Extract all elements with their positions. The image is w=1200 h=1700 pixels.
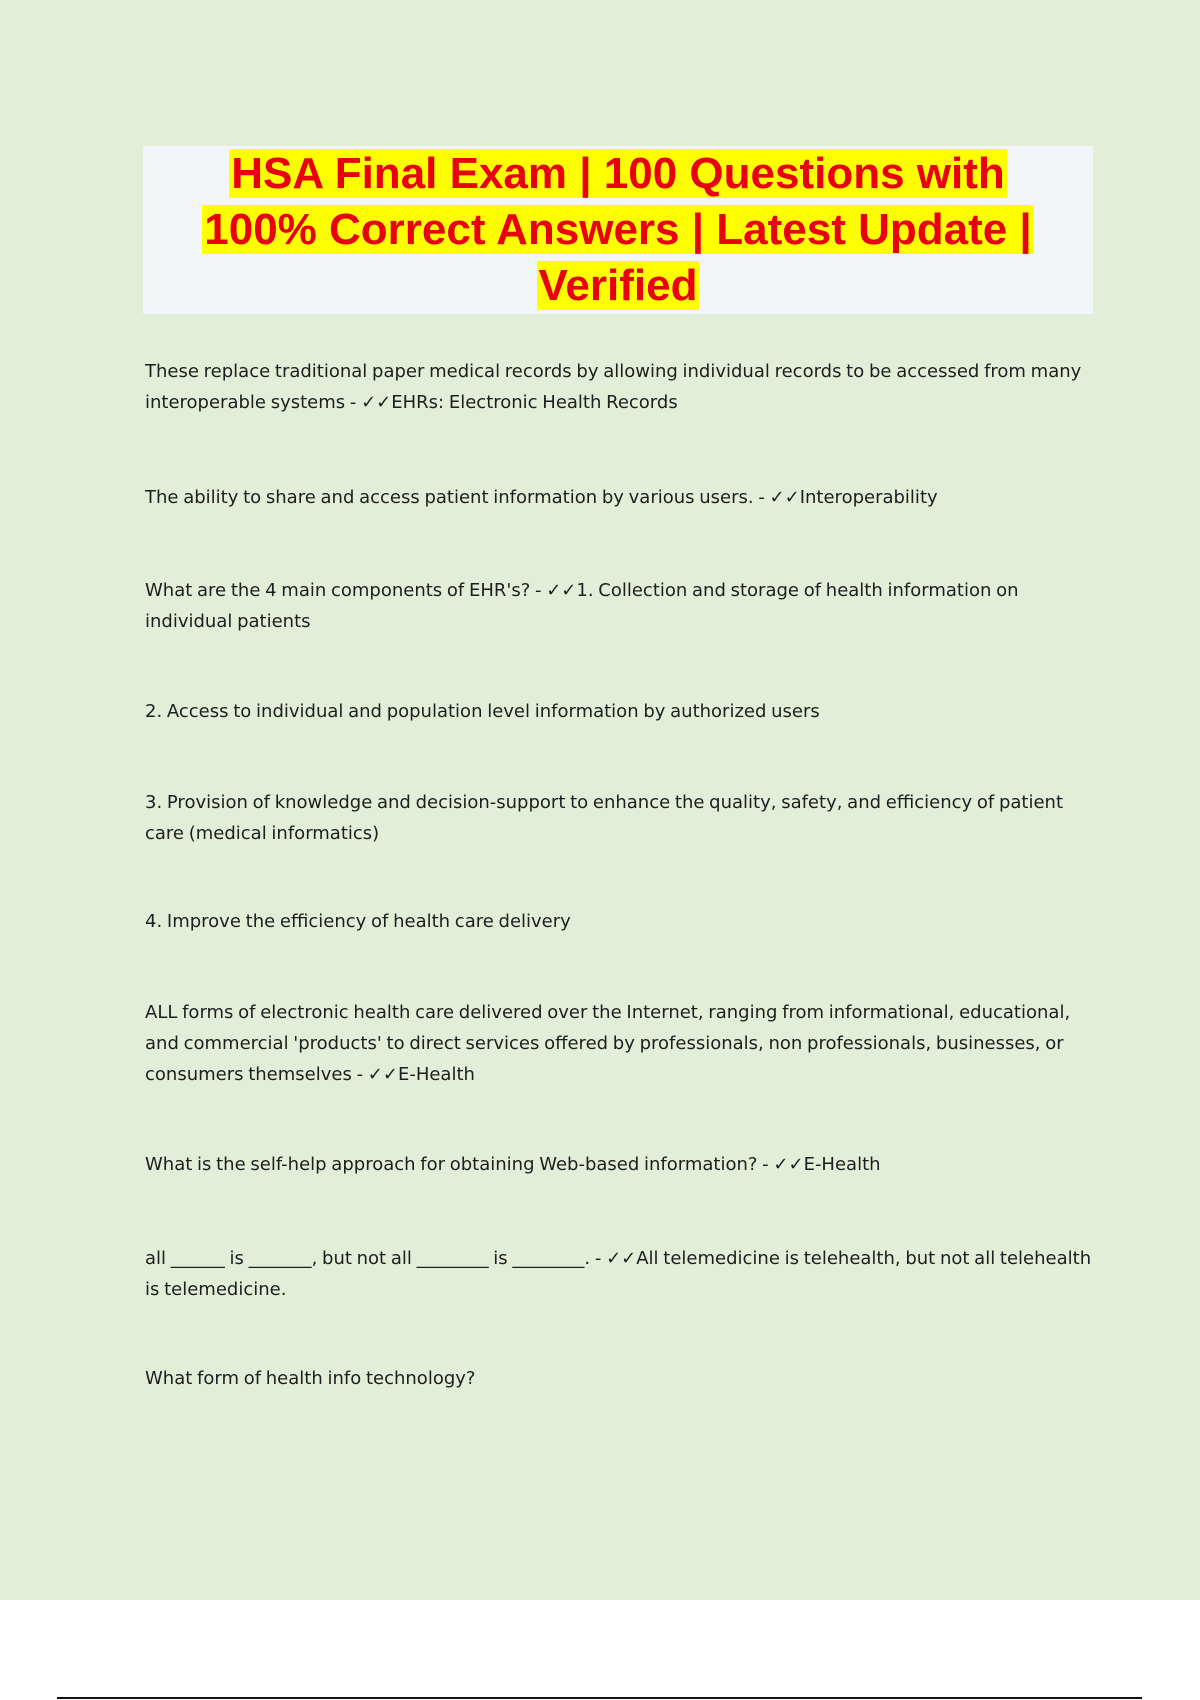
question-answer-item: What form of health info technology? [145,1368,476,1389]
question-answer-item: What are the 4 main components of EHR's? - ✓✓1. Collection and storage of health information on individual patients [145,580,1019,632]
question-answer-item: all ______ is _______, but not all ________ is ________. - ✓✓All telemedicine is telehealth, but not all telehealth is telemedicine. [145,1248,1092,1300]
question-answer-item: The ability to share and access patient information by various users. - ✓✓Interoperability [145,487,938,508]
title-line-3: Verified [538,261,698,310]
document-title [143,146,1093,314]
title-box [143,146,1093,314]
title-line-2: 100% Correct Answers | Latest Update | [204,205,1032,254]
footer-divider [57,1697,1142,1699]
title-line-1: HSA Final Exam | 100 Questions with [231,149,1005,198]
question-answer-item: 3. Provision of knowledge and decision-support to enhance the quality, safety, and efficiency of patient care (medical informatics) [145,792,1064,844]
question-answer-item: ALL forms of electronic health care delivered over the Internet, ranging from informational, educational, and commercial 'products' to direct services offered by professionals, non professionals, businesses, or consumers themselves - ✓✓E-Health [145,1002,1071,1085]
question-answer-item: These replace traditional paper medical records by allowing individual records to be accessed from many interoperable systems - ✓✓EHRs: Electronic Health Records [145,361,1082,413]
question-answer-item: 2. Access to individual and population level information by authorized users [145,701,820,722]
question-answer-item: 4. Improve the efficiency of health care delivery [145,911,571,932]
question-answer-item: What is the self-help approach for obtaining Web-based information? - ✓✓E-Health [145,1154,881,1175]
